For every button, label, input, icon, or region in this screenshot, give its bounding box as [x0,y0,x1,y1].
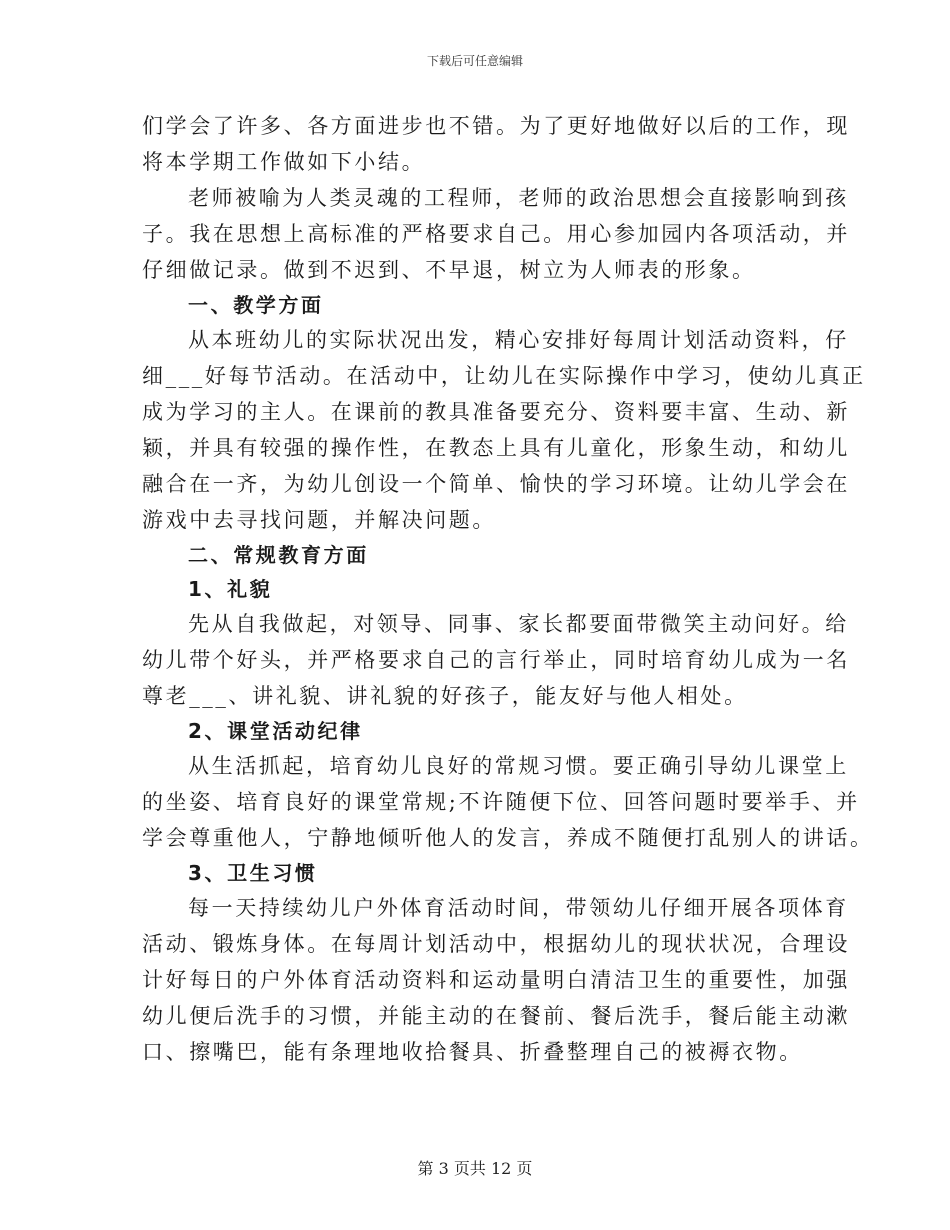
section-heading: 1、礼貌 [188,577,273,601]
paragraph-line: 从生活抓起，培育幼儿良好的常规习惯。要正确引导幼儿课堂上 [188,754,849,778]
paragraph-line: 幼儿带个好头，并严格要求自己的言行举止，同时培育幼儿成为一名 [142,648,850,672]
paragraph-line: 颖，并具有较强的操作性，在教态上具有儿童化，形象生动，和幼儿 [142,436,850,460]
paragraph-line: 们学会了许多、各方面进步也不错。为了更好地做好以后的工作，现 [142,114,850,138]
section-heading: 2、课堂活动纪律 [188,719,363,743]
paragraph-line: 每一天持续幼儿户外体育活动时间，带领幼儿仔细开展各项体育 [188,896,849,920]
paragraph-line: 幼儿便后洗手的习惯，并能主动的在餐前、餐后洗手，餐后能主动漱 [142,1004,850,1028]
section-heading: 3、卫生习惯 [188,861,318,885]
paragraph-line: 游戏中去寻找问题，并解决问题。 [142,508,496,532]
paragraph-line: 成为学习的主人。在课前的教具准备要充分、资料要丰富、生动、新 [142,400,850,424]
paragraph-line: 细___好每节活动。在活动中，让幼儿在实际操作中学习，使幼儿真正 [142,364,866,388]
page-footer: 第 3 页共 12 页 [417,1159,533,1178]
paragraph-line: 口、擦嘴巴，能有条理地收拾餐具、折叠整理自己的被褥衣物。 [142,1040,803,1064]
paragraph-line: 融合在一齐，为幼儿创设一个简单、愉快的学习环境。让幼儿学会在 [142,472,850,496]
paragraph-line: 先从自我做起，对领导、同事、家长都要面带微笑主动问好。给 [188,612,849,636]
document-body [142,108,874,1070]
page-header: 下载后可任意编辑 [426,54,523,68]
paragraph-line: 活动、锻炼身体。在每周计划活动中，根据幼儿的现状状况，合理设 [142,932,850,956]
paragraph-line: 学会尊重他人，宁静地倾听他人的发言，养成不随便打乱别人的讲话。 [142,826,874,850]
paragraph-line: 仔细做记录。做到不迟到、不早退，树立为人师表的形象。 [142,258,756,282]
paragraph-line: 计好每日的户外体育活动资料和运动量明白清洁卫生的重要性，加强 [142,968,850,992]
paragraph-line: 老师被喻为人类灵魂的工程师，老师的政治思想会直接影响到孩 [188,186,849,210]
section-heading: 二、常规教育方面 [188,543,369,567]
paragraph-line: 从本班幼儿的实际状况出发，精心安排好每周计划活动资料，仔 [188,328,849,352]
paragraph-line: 子。我在思想上高标准的严格要求自己。用心参加园内各项活动，并 [142,222,850,246]
paragraph-line: 的坐姿、培育良好的课堂常规;不许随便下位、回答问题时要举手、并 [142,790,860,814]
section-heading: 一、教学方面 [188,293,324,317]
paragraph-line: 将本学期工作做如下小结。 [142,150,426,174]
paragraph-line: 尊老___、讲礼貌、讲礼貌的好孩子，能友好与他人相处。 [142,684,748,708]
